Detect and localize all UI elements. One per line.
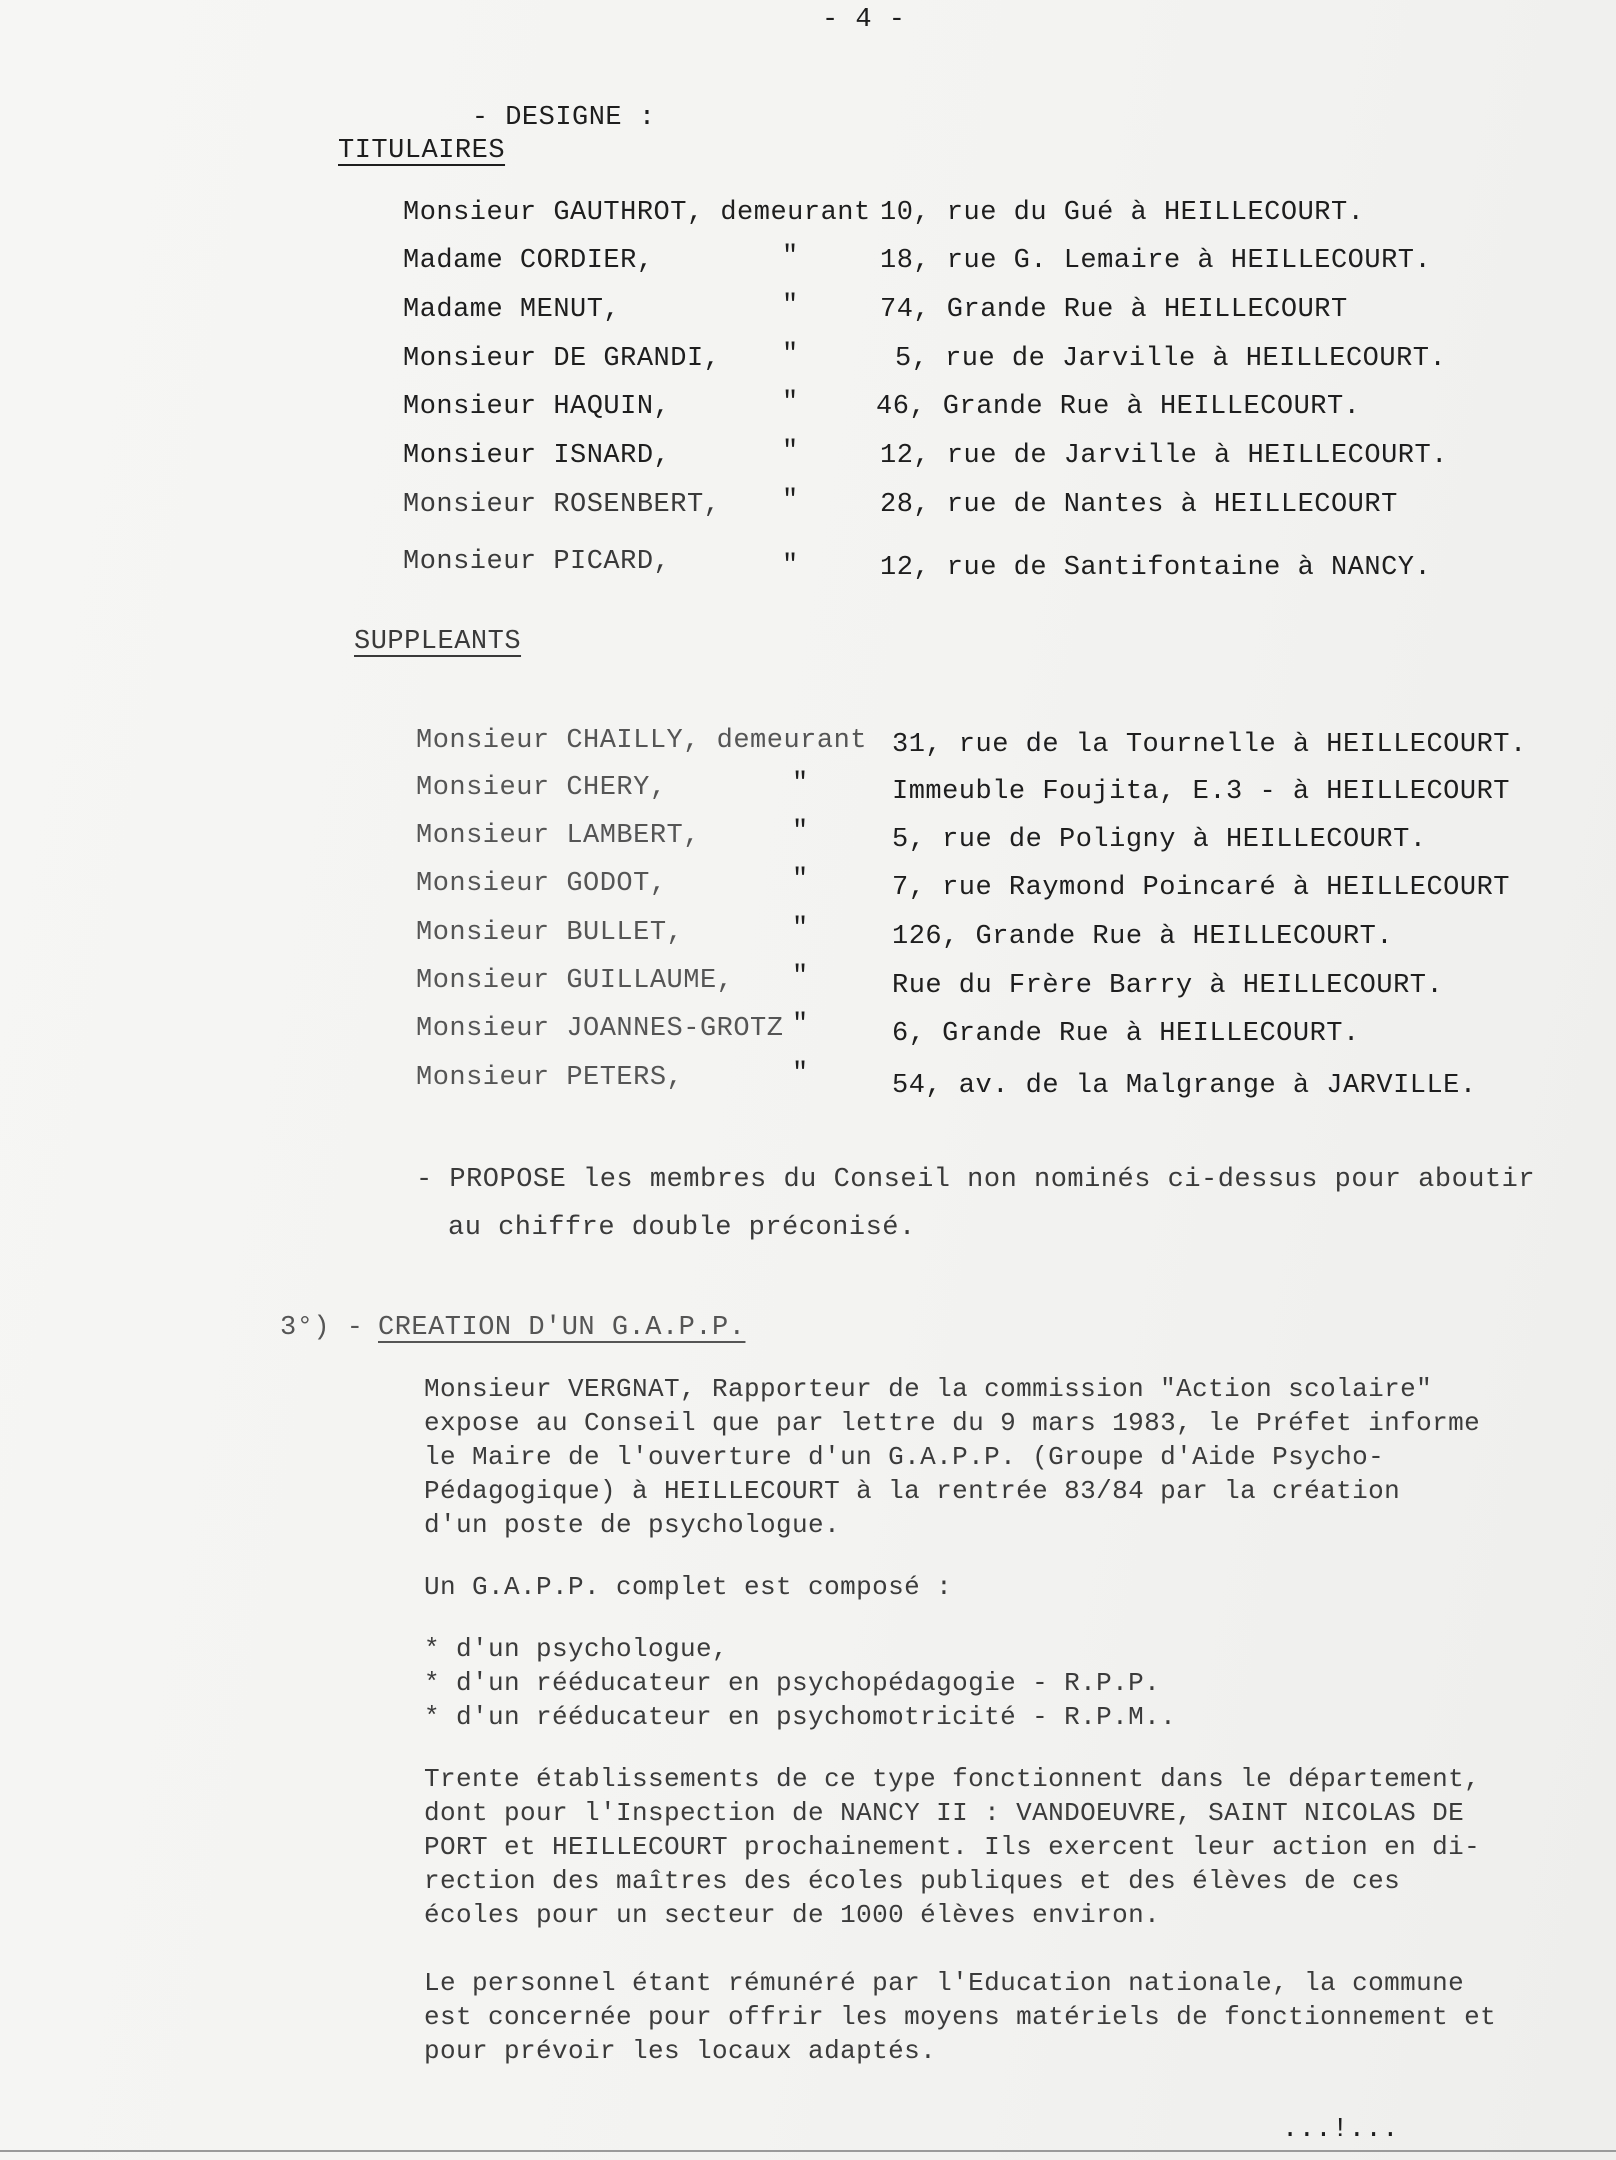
member-address: 54, av. de la Malgrange à JARVILLE.	[892, 1071, 1477, 1101]
member-address: Rue du Frère Barry à HEILLECOURT.	[892, 971, 1444, 1001]
member-name: Monsieur JOANNES-GROTZ	[416, 1014, 784, 1044]
ditto-mark: "	[782, 242, 799, 272]
ditto-mark: "	[782, 388, 799, 418]
member-name: Monsieur GAUTHROT, demeurant	[403, 198, 871, 228]
ditto-mark: "	[792, 865, 809, 895]
member-address: 126, Grande Rue à HEILLECOURT.	[892, 922, 1394, 952]
ditto-mark: "	[782, 551, 799, 581]
member-name: Monsieur CHERY,	[416, 773, 667, 803]
member-name: Monsieur PETERS,	[416, 1063, 684, 1093]
propose-line-2: au chiffre double préconisé.	[448, 1213, 916, 1243]
designe-text: - DESIGNE :	[471, 103, 656, 133]
paragraph-line: dont pour l'Inspection de NANCY II : VANDOEUVRE, SAINT NICOLAS DE	[424, 1798, 1465, 1828]
ditto-mark: "	[792, 769, 809, 799]
paragraph-line: d'un poste de psychologue.	[424, 1510, 841, 1540]
list-item: * d'un psychologue,	[424, 1634, 729, 1664]
paragraph-line: écoles pour un secteur de 1000 élèves environ.	[424, 1900, 1161, 1930]
member-address: Immeuble Foujita, E.3 - à HEILLECOURT	[892, 777, 1510, 807]
member-address: 28, rue de Nantes à HEILLECOURT	[880, 490, 1398, 520]
ditto-mark: "	[792, 1059, 809, 1089]
propose-line-1: - PROPOSE les membres du Conseil non nominés ci-dessus pour aboutir	[416, 1165, 1536, 1195]
list-item: * d'un rééducateur en psychomotricité - R.P.M..	[424, 1702, 1177, 1732]
paragraph-line: rection des maîtres des écoles publiques et des élèves de ces	[424, 1866, 1401, 1896]
ditto-mark: "	[792, 1010, 809, 1040]
member-name: Monsieur GODOT,	[416, 869, 667, 899]
member-address: 5, rue de Poligny à HEILLECOURT.	[892, 825, 1427, 855]
member-name: Monsieur LAMBERT,	[416, 821, 700, 851]
ditto-mark: "	[792, 817, 809, 847]
member-address: 74, Grande Rue à HEILLECOURT	[880, 295, 1348, 325]
member-name: Monsieur DE GRANDI,	[403, 344, 721, 374]
member-name: Monsieur HAQUIN,	[403, 392, 671, 422]
member-address: 7, rue Raymond Poincaré à HEILLECOURT	[892, 873, 1510, 903]
paragraph-line: pour prévoir les locaux adaptés.	[424, 2036, 937, 2066]
member-address: 12, rue de Jarville à HEILLECOURT.	[880, 441, 1448, 471]
member-name: Monsieur BULLET,	[416, 918, 684, 948]
page-number: - 4 -	[822, 5, 906, 35]
member-address: 18, rue G. Lemaire à HEILLECOURT.	[880, 246, 1432, 276]
member-name: Madame MENUT,	[403, 295, 621, 325]
paragraph-line: Monsieur VERGNAT, Rapporteur de la commission "Action scolaire"	[424, 1374, 1433, 1404]
composition-intro: Un G.A.P.P. complet est composé :	[424, 1572, 953, 1602]
member-name: Monsieur CHAILLY, demeurant	[416, 726, 867, 756]
member-name: Madame CORDIER,	[403, 246, 654, 276]
member-address: 31, rue de la Tournelle à HEILLECOURT.	[892, 730, 1527, 760]
paragraph-line: Trente établissements de ce type fonctionnent dans le département,	[424, 1764, 1481, 1794]
member-address: 12, rue de Santifontaine à NANCY.	[880, 553, 1432, 583]
page-bottom-edge	[0, 2150, 1616, 2152]
member-address: 46, Grande Rue à HEILLECOURT.	[876, 392, 1361, 422]
continuation-mark: ...!...	[1282, 2115, 1399, 2145]
section-number: 3°) -	[280, 1313, 364, 1343]
ditto-mark: "	[792, 914, 809, 944]
ditto-mark: "	[782, 437, 799, 467]
paragraph-line: le Maire de l'ouverture d'un G.A.P.P. (Groupe d'Aide Psycho-	[424, 1442, 1385, 1472]
member-address: 10, rue du Gué à HEILLECOURT.	[880, 198, 1365, 228]
paragraph-line: Pédagogique) à HEILLECOURT à la rentrée 83/84 par la création	[424, 1476, 1401, 1506]
ditto-mark: "	[792, 962, 809, 992]
paragraph-line: expose au Conseil que par lettre du 9 mars 1983, le Préfet informe	[424, 1408, 1481, 1438]
paragraph-line: Le personnel étant rémunéré par l'Education nationale, la commune	[424, 1968, 1465, 1998]
member-name: Monsieur GUILLAUME,	[416, 966, 734, 996]
paragraph-line: est concernée pour offrir les moyens matériels de fonctionnement et	[424, 2002, 1497, 2032]
ditto-mark: "	[782, 291, 799, 321]
paragraph-line: PORT et HEILLECOURT prochainement. Ils exercent leur action en di-	[424, 1832, 1481, 1862]
list-item: * d'un rééducateur en psychopédagogie - R.P.P.	[424, 1668, 1161, 1698]
member-name: Monsieur ROSENBERT,	[403, 490, 721, 520]
member-name: Monsieur ISNARD,	[403, 441, 671, 471]
suppleants-heading: SUPPLEANTS	[354, 627, 522, 657]
member-address: 5, rue de Jarville à HEILLECOURT.	[895, 344, 1447, 374]
titulaires-heading: TITULAIRES	[338, 136, 506, 166]
member-name: Monsieur PICARD,	[403, 547, 671, 577]
ditto-mark: "	[782, 340, 799, 370]
section-heading: CREATION D'UN G.A.P.P.	[378, 1313, 746, 1343]
ditto-mark: "	[782, 486, 799, 516]
member-address: 6, Grande Rue à HEILLECOURT.	[892, 1019, 1360, 1049]
